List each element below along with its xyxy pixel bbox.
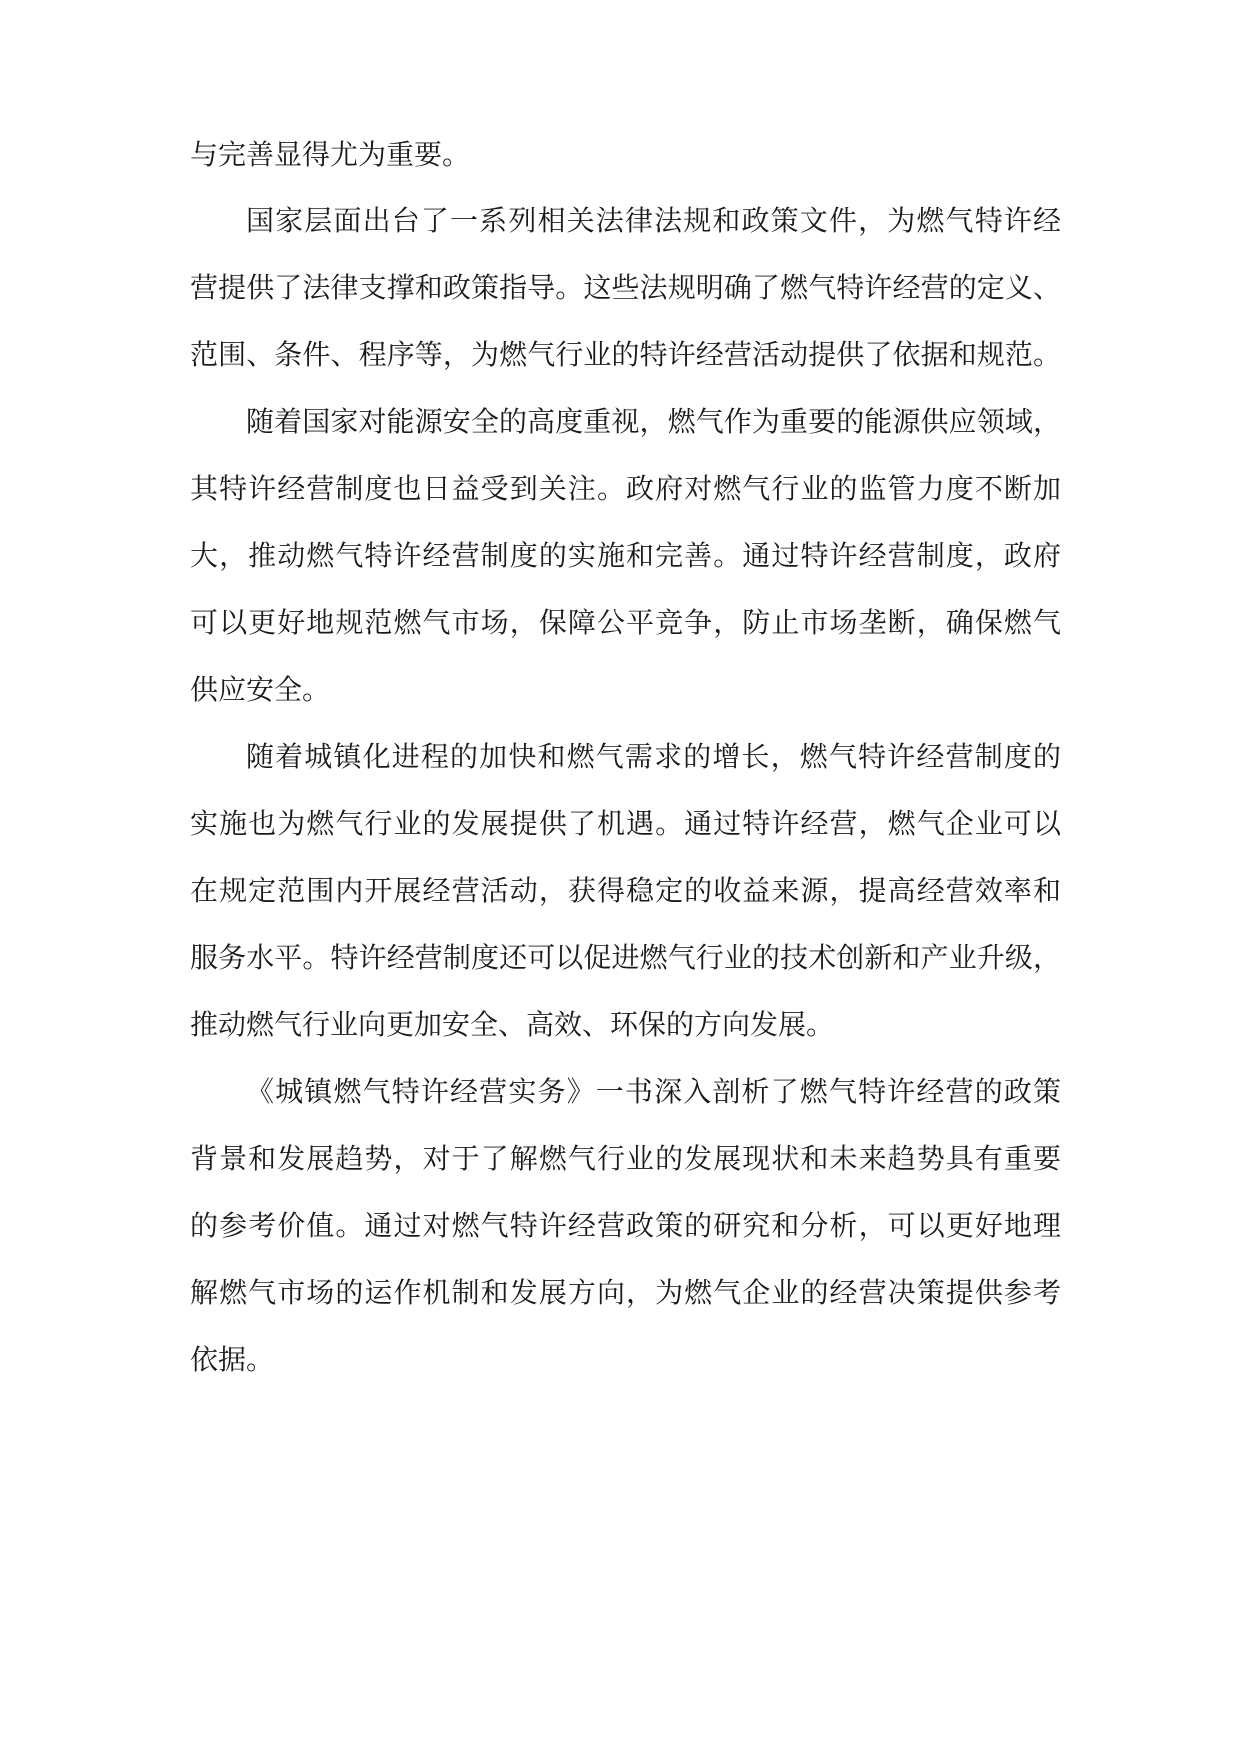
text-line: 国家层面出台了一系列相关法律法规和政策文件，为燃气特许经	[246, 204, 1061, 237]
text-line: 在规定范围内开展经营活动，获得稳定的收益来源，提高经营效率和	[190, 874, 1061, 907]
text-line: 依据。	[190, 1343, 275, 1376]
text-line: 随着国家对能源安全的高度重视，燃气作为重要的能源供应领域，	[246, 405, 1061, 438]
text-line: 解燃气市场的运作机制和发展方向，为燃气企业的经营决策提供参考	[190, 1276, 1061, 1309]
text-line: 营提供了法律支撑和政策指导。这些法规明确了燃气特许经营的定义、	[190, 271, 1061, 304]
text-line: 《城镇燃气特许经营实务》一书深入剖析了燃气特许经营的政策	[246, 1075, 1061, 1108]
text-line: 其特许经营制度也日益受到关注。政府对燃气行业的监管力度不断加	[190, 472, 1061, 505]
text-line: 可以更好地规范燃气市场，保障公平竞争，防止市场垄断，确保燃气	[190, 606, 1061, 639]
text-line: 大，推动燃气特许经营制度的实施和完善。通过特许经营制度，政府	[190, 539, 1061, 572]
text-line: 供应安全。	[190, 673, 331, 706]
text-line: 与完善显得尤为重要。	[190, 138, 471, 171]
text-line: 推动燃气行业向更加安全、高效、环保的方向发展。	[190, 1008, 835, 1041]
text-line: 的参考价值。通过对燃气特许经营政策的研究和分析，可以更好地理	[190, 1209, 1061, 1242]
text-line: 服务水平。特许经营制度还可以促进燃气行业的技术创新和产业升级，	[190, 941, 1061, 974]
text-line: 范围、条件、程序等，为燃气行业的特许经营活动提供了依据和规范。	[190, 338, 1061, 371]
text-line: 背景和发展趋势，对于了解燃气行业的发展现状和未来趋势具有重要	[190, 1142, 1061, 1175]
text-line: 随着城镇化进程的加快和燃气需求的增长，燃气特许经营制度的	[246, 740, 1061, 773]
text-line: 实施也为燃气行业的发展提供了机遇。通过特许经营，燃气企业可以	[190, 807, 1061, 840]
